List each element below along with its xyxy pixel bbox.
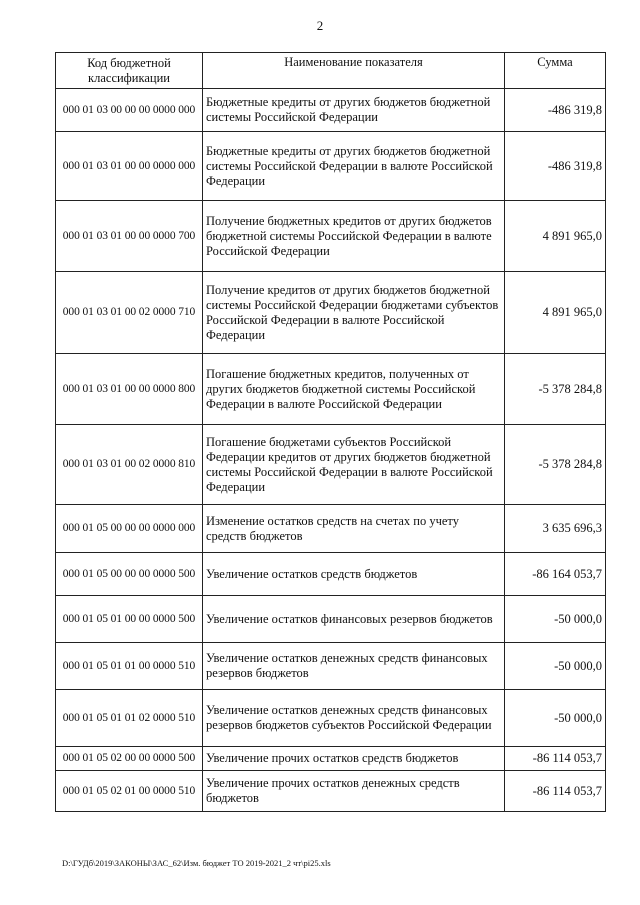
page-number: 2 (316, 18, 324, 33)
row-code: 000 01 03 01 00 00 0000 700 (56, 201, 203, 272)
row-code: 000 01 05 01 00 00 0000 500 (56, 596, 203, 643)
row-code: 000 01 03 01 00 02 0000 710 (56, 272, 203, 354)
row-name: Увеличение прочих остатков денежных средств бюджетов (203, 771, 505, 812)
row-sum: -50 000,0 (505, 690, 606, 747)
row-code: 000 01 03 00 00 00 0000 000 (56, 89, 203, 132)
row-name: Изменение остатков средств на счетах по учету средств бюджетов (203, 505, 505, 553)
table-row (56, 643, 606, 690)
row-code: 000 01 03 01 00 02 0000 810 (56, 425, 203, 505)
row-code: 000 01 03 01 00 00 0000 800 (56, 354, 203, 425)
row-sum: 3 635 696,3 (505, 505, 606, 553)
table-row (56, 690, 606, 747)
table-row (56, 201, 606, 272)
row-name: Погашение бюджетами субъектов Российской Федерации кредитов от других бюджетов бюджетной системы Российской Федерации в валюте Российской Федерации (203, 425, 505, 505)
row-name: Бюджетные кредиты от других бюджетов бюджетной системы Российской Федерации в валюте Российской Федерации (203, 132, 505, 201)
table-row (56, 272, 606, 354)
row-sum: -5 378 284,8 (505, 354, 606, 425)
row-name: Получение бюджетных кредитов от других бюджетов бюджетной системы Российской Федерации в валюте Российской Федерации (203, 201, 505, 272)
row-sum: -86 114 053,7 (505, 747, 606, 771)
table-row (56, 354, 606, 425)
row-code: 000 01 05 02 00 00 0000 500 (56, 747, 203, 771)
row-name: Получение кредитов от других бюджетов бюджетной системы Российской Федерации бюджетами субъектов Российской Федерации в валюте Российской Федерации (203, 272, 505, 354)
row-code: 000 01 05 01 01 02 0000 510 (56, 690, 203, 747)
header-sum: Сумма (505, 53, 606, 89)
table-row (56, 425, 606, 505)
row-code: 000 01 05 00 00 00 0000 000 (56, 505, 203, 553)
row-sum: -86 114 053,7 (505, 771, 606, 812)
header-name: Наименование показателя (203, 53, 505, 89)
row-sum: -50 000,0 (505, 596, 606, 643)
table-row (56, 771, 606, 812)
table-row (56, 132, 606, 201)
table-row (56, 505, 606, 553)
row-sum: -50 000,0 (505, 643, 606, 690)
row-name: Погашение бюджетных кредитов, полученных от других бюджетов бюджетной системы Российской Федерации в валюте Российской Федерации (203, 354, 505, 425)
table-row (56, 89, 606, 132)
row-code: 000 01 05 02 01 00 0000 510 (56, 771, 203, 812)
row-sum: 4 891 965,0 (505, 272, 606, 354)
row-code: 000 01 05 00 00 00 0000 500 (56, 553, 203, 596)
table-row (56, 747, 606, 771)
row-sum: -86 164 053,7 (505, 553, 606, 596)
row-name: Увеличение остатков денежных средств финансовых резервов бюджетов (203, 643, 505, 690)
row-sum: 4 891 965,0 (505, 201, 606, 272)
row-code: 000 01 03 01 00 00 0000 000 (56, 132, 203, 201)
table-row (56, 596, 606, 643)
row-code: 000 01 05 01 01 00 0000 510 (56, 643, 203, 690)
row-name: Увеличение остатков средств бюджетов (203, 553, 505, 596)
budget-sources-table (55, 52, 606, 812)
row-sum: -486 319,8 (505, 89, 606, 132)
row-sum: -486 319,8 (505, 132, 606, 201)
row-name: Увеличение остатков финансовых резервов бюджетов (203, 596, 505, 643)
row-sum: -5 378 284,8 (505, 425, 606, 505)
row-name: Бюджетные кредиты от других бюджетов бюджетной системы Российской Федерации (203, 89, 505, 132)
table-header-row (56, 53, 606, 89)
file-path-footer: D:\ГУДб\2019\ЗАКОНЫ\ЗАС_62\Изм. бюджет ТО 2019-2021_2 чт\pi25.xls (62, 858, 331, 868)
header-code: Код бюджетной классификации (56, 53, 203, 89)
row-name: Увеличение прочих остатков средств бюджетов (203, 747, 505, 771)
row-name: Увеличение остатков денежных средств финансовых резервов бюджетов субъектов Российской Федерации (203, 690, 505, 747)
table-row (56, 553, 606, 596)
